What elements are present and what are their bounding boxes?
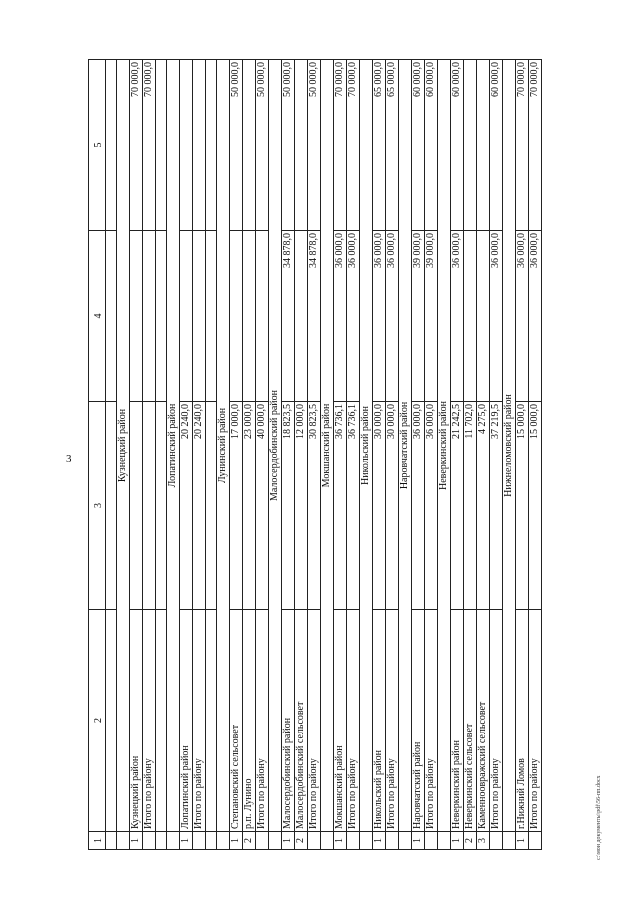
row-index xyxy=(308,832,321,850)
header-col-4: 4 xyxy=(89,231,106,402)
row-name: Лопатинский район xyxy=(180,610,193,832)
row-col-3: 15 000,0 xyxy=(516,402,529,610)
district-index-cell xyxy=(360,832,373,850)
table-row xyxy=(282,60,295,850)
district-title: Нижнеломовский район xyxy=(503,60,516,832)
spacer-cell xyxy=(156,231,167,402)
row-col-5: 65 000,0 xyxy=(373,60,386,231)
row-col-4: 36 000,0 xyxy=(386,231,399,402)
row-col-3 xyxy=(130,402,143,610)
table-row xyxy=(516,60,529,850)
row-name: Итого по району xyxy=(347,610,360,832)
row-col-4: 36 000,0 xyxy=(529,231,542,402)
row-col-3: 36 736,1 xyxy=(334,402,347,610)
table-row xyxy=(243,60,256,850)
row-name: Итого по району xyxy=(386,610,399,832)
row-col-3: 12 000,0 xyxy=(295,402,308,610)
row-index: 2 xyxy=(295,832,308,850)
page-number: 3 xyxy=(66,453,72,465)
row-col-4 xyxy=(477,231,490,402)
row-col-5: 70 000,0 xyxy=(347,60,360,231)
row-name: Итого по району xyxy=(490,610,503,832)
table-row xyxy=(130,60,143,850)
row-col-5: 50 000,0 xyxy=(308,60,321,231)
district-total-row xyxy=(529,60,542,850)
row-col-3: 36 000,0 xyxy=(412,402,425,610)
row-name: Никольский район xyxy=(373,610,386,832)
row-col-4 xyxy=(180,231,193,402)
spacer-cell xyxy=(106,402,117,610)
header-col-5: 5 xyxy=(89,60,106,231)
row-col-4: 34 878,0 xyxy=(308,231,321,402)
row-name: Наровчатский район xyxy=(412,610,425,832)
table-row xyxy=(412,60,425,850)
row-col-4: 36 000,0 xyxy=(373,231,386,402)
row-col-5 xyxy=(295,60,308,231)
district-total-row xyxy=(386,60,399,850)
district-index-cell xyxy=(321,832,334,850)
row-col-3: 18 823,5 xyxy=(282,402,295,610)
district-header-row xyxy=(438,60,451,850)
district-header-row xyxy=(321,60,334,850)
row-index: 1 xyxy=(282,832,295,850)
row-col-3: 20 240,0 xyxy=(193,402,206,610)
table-header-row xyxy=(89,60,106,850)
row-index: 1 xyxy=(180,832,193,850)
row-col-4 xyxy=(464,231,477,402)
district-title: Кузнецкий район xyxy=(117,60,130,832)
row-name: р.п. Лунино xyxy=(243,610,256,832)
row-col-3: 36 000,0 xyxy=(425,402,438,610)
row-name: Итого по району xyxy=(143,610,156,832)
district-index-cell xyxy=(217,832,230,850)
row-index xyxy=(425,832,438,850)
district-title: Наровчатский район xyxy=(399,60,412,832)
row-col-4: 36 000,0 xyxy=(347,231,360,402)
district-total-row xyxy=(193,60,206,850)
spacer-cell xyxy=(106,231,117,402)
spacer-cell xyxy=(206,610,217,832)
row-name: Мокшанский район xyxy=(334,610,347,832)
district-title: Мокшанский район xyxy=(321,60,334,832)
table-row xyxy=(180,60,193,850)
district-total-row xyxy=(308,60,321,850)
district-index-cell xyxy=(167,832,180,850)
row-name: Неверкинский район xyxy=(451,610,464,832)
row-index: 2 xyxy=(464,832,477,850)
row-col-5 xyxy=(464,60,477,231)
row-col-5: 60 000,0 xyxy=(425,60,438,231)
district-header-row xyxy=(503,60,516,850)
row-col-3: 21 242,5 xyxy=(451,402,464,610)
spacer-cell xyxy=(206,402,217,610)
spacer-cell xyxy=(156,60,167,231)
row-col-5: 70 000,0 xyxy=(334,60,347,231)
district-title: Лунинский район xyxy=(217,60,230,832)
spacer-cell xyxy=(156,610,167,832)
row-name: Итого по району xyxy=(425,610,438,832)
row-col-5 xyxy=(243,60,256,231)
row-col-3: 20 240,0 xyxy=(180,402,193,610)
district-index-cell xyxy=(117,832,130,850)
row-col-5: 70 000,0 xyxy=(130,60,143,231)
row-col-4: 36 000,0 xyxy=(516,231,529,402)
spacer-cell xyxy=(106,610,117,832)
row-col-4: 36 000,0 xyxy=(451,231,464,402)
table-row xyxy=(373,60,386,850)
row-col-3: 37 219,5 xyxy=(490,402,503,610)
row-col-4: 36 000,0 xyxy=(490,231,503,402)
table-row xyxy=(334,60,347,850)
row-col-5: 60 000,0 xyxy=(451,60,464,231)
district-index-cell xyxy=(399,832,412,850)
row-col-3: 4 275,0 xyxy=(477,402,490,610)
row-col-5: 70 000,0 xyxy=(529,60,542,231)
row-col-3: 30 000,0 xyxy=(386,402,399,610)
row-name: г.Нижний Ломов xyxy=(516,610,529,832)
row-col-3: 15 000,0 xyxy=(529,402,542,610)
row-index: 2 xyxy=(243,832,256,850)
row-col-3 xyxy=(143,402,156,610)
row-col-4: 39 000,0 xyxy=(412,231,425,402)
row-col-4 xyxy=(193,231,206,402)
district-total-row xyxy=(490,60,503,850)
header-col-3: 3 xyxy=(89,402,106,610)
row-name: Малосердобинский район xyxy=(282,610,295,832)
district-index-cell xyxy=(503,832,516,850)
district-index-cell xyxy=(269,832,282,850)
table-body xyxy=(89,60,542,850)
row-col-5: 70 000,0 xyxy=(516,60,529,231)
row-name: Итого по району xyxy=(308,610,321,832)
row-col-5: 65 000,0 xyxy=(386,60,399,231)
header-col-1: 1 xyxy=(89,832,106,850)
row-col-5 xyxy=(477,60,490,231)
header-col-2: 2 xyxy=(89,610,106,832)
row-name: Итого по району xyxy=(193,610,206,832)
district-header-row xyxy=(167,60,180,850)
row-index xyxy=(490,832,503,850)
row-index: 1 xyxy=(373,832,386,850)
row-name: Степановский сельсовет xyxy=(230,610,243,832)
row-index: 1 xyxy=(130,832,143,850)
district-title: Лопатинский район xyxy=(167,60,180,832)
row-col-3: 36 736,1 xyxy=(347,402,360,610)
row-col-3: 17 000,0 xyxy=(230,402,243,610)
district-title: Малосердобинский район xyxy=(269,60,282,832)
spacer-cell xyxy=(206,60,217,231)
row-col-4 xyxy=(130,231,143,402)
row-index xyxy=(143,832,156,850)
row-col-3: 11 702,0 xyxy=(464,402,477,610)
row-index: 1 xyxy=(230,832,243,850)
row-col-5: 70 000,0 xyxy=(143,60,156,231)
footer-file-path: c:\мои документы\pdf\56-пп.docx xyxy=(596,775,602,860)
spacer-cell xyxy=(106,832,117,850)
row-index xyxy=(193,832,206,850)
spacer-cell xyxy=(106,60,117,231)
row-col-3: 40 000,0 xyxy=(256,402,269,610)
district-title: Никольский район xyxy=(360,60,373,832)
row-index xyxy=(529,832,542,850)
district-total-row xyxy=(143,60,156,850)
row-col-4: 39 000,0 xyxy=(425,231,438,402)
row-col-4 xyxy=(243,231,256,402)
row-col-4 xyxy=(143,231,156,402)
row-col-3: 23 000,0 xyxy=(243,402,256,610)
table-row xyxy=(464,60,477,850)
row-name: Итого по району xyxy=(529,610,542,832)
district-title: Неверкинский район xyxy=(438,60,451,832)
spacer-cell xyxy=(206,231,217,402)
table-row xyxy=(295,60,308,850)
row-col-5: 60 000,0 xyxy=(412,60,425,231)
row-name: Малосердобинский сельсовет xyxy=(295,610,308,832)
table-row xyxy=(451,60,464,850)
row-col-5 xyxy=(180,60,193,231)
row-col-4 xyxy=(256,231,269,402)
row-index xyxy=(256,832,269,850)
row-col-4: 34 878,0 xyxy=(282,231,295,402)
district-header-row xyxy=(217,60,230,850)
row-name: Каменноовражский сельсовет xyxy=(477,610,490,832)
spacer-row xyxy=(106,60,117,850)
row-col-5: 50 000,0 xyxy=(256,60,269,231)
budget-table-container xyxy=(88,60,540,850)
row-col-4: 36 000,0 xyxy=(334,231,347,402)
row-index: 3 xyxy=(477,832,490,850)
spacer-cell xyxy=(156,402,167,610)
row-col-5: 60 000,0 xyxy=(490,60,503,231)
row-col-4 xyxy=(295,231,308,402)
row-index xyxy=(347,832,360,850)
row-col-3: 30 000,0 xyxy=(373,402,386,610)
row-col-5: 50 000,0 xyxy=(282,60,295,231)
row-col-4 xyxy=(230,231,243,402)
row-col-5: 50 000,0 xyxy=(230,60,243,231)
spacer-row xyxy=(206,60,217,850)
spacer-cell xyxy=(206,832,217,850)
row-name: Кузнецкий район xyxy=(130,610,143,832)
row-col-3: 30 823,5 xyxy=(308,402,321,610)
row-name: Неверкинский сельсовет xyxy=(464,610,477,832)
row-name: Итого по району xyxy=(256,610,269,832)
row-index: 1 xyxy=(412,832,425,850)
district-total-row xyxy=(347,60,360,850)
row-index: 1 xyxy=(516,832,529,850)
spacer-cell xyxy=(156,832,167,850)
row-index: 1 xyxy=(334,832,347,850)
spacer-row xyxy=(156,60,167,850)
district-header-row xyxy=(269,60,282,850)
budget-table xyxy=(88,59,542,850)
row-index: 1 xyxy=(451,832,464,850)
table-row xyxy=(477,60,490,850)
district-total-row xyxy=(256,60,269,850)
district-index-cell xyxy=(438,832,451,850)
district-total-row xyxy=(425,60,438,850)
table-row xyxy=(230,60,243,850)
district-header-row xyxy=(360,60,373,850)
row-col-5 xyxy=(193,60,206,231)
district-header-row xyxy=(117,60,130,850)
row-index xyxy=(386,832,399,850)
district-header-row xyxy=(399,60,412,850)
